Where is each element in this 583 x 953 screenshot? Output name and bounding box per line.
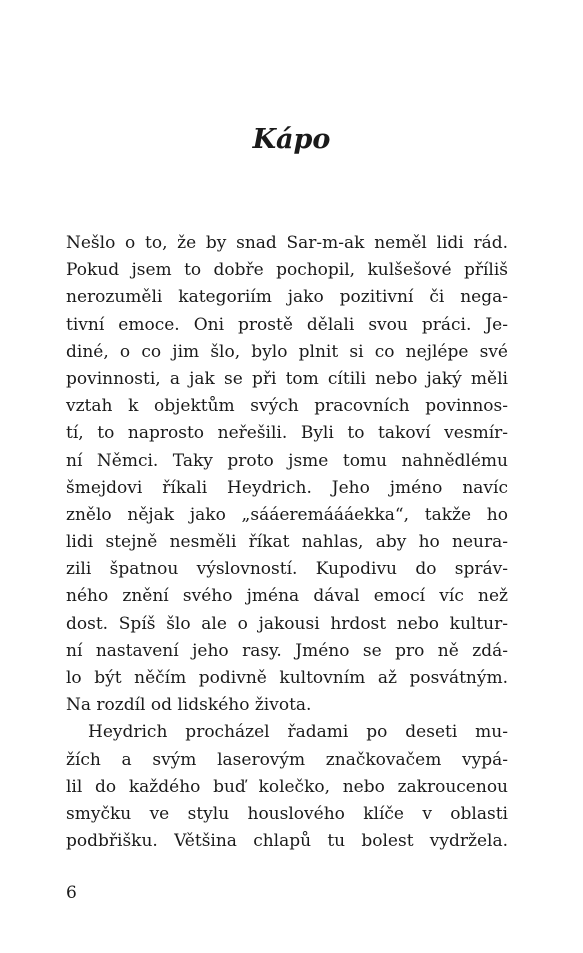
text-line: smyčku ve stylu houslového klíče v oblasti	[66, 803, 508, 824]
text-line: tivní emoce. Oni prostě dělali svou práci. Je-	[66, 314, 508, 335]
body-text	[66, 230, 508, 855]
text-line: lil do každého buď kolečko, nebo zakroucenou	[66, 776, 508, 797]
text-line: lo být něčím podivně kultovním až posvátným.	[66, 668, 508, 688]
text-line: ní nastavení jeho rasy. Jméno se pro ně zdá-	[66, 640, 508, 661]
text-line: zili špatnou výslovností. Kupodivu do správ-	[66, 559, 508, 580]
page-number: 6	[66, 883, 77, 903]
text-line: Pokud jsem to dobře pochopil, kulšešové příliš	[66, 260, 508, 281]
text-line: žích a svým laserovým značkovačem vypá-	[66, 749, 508, 770]
text-line: šmejdovi říkali Heydrich. Jeho jméno navíc	[66, 477, 508, 498]
chapter-title: Kápo	[252, 124, 331, 155]
text-line: ní Němci. Taky proto jsme tomu nahnědlému	[66, 450, 508, 471]
text-line: vztah k objektům svých pracovních povinnos-	[66, 396, 508, 417]
text-line: diné, o co jim šlo, bylo plnit si co nejlépe své	[66, 341, 508, 362]
text-line: lidi stejně nesměli říkat nahlas, aby ho neura-	[66, 532, 508, 553]
text-line: Na rozdíl od lidského života.	[66, 695, 312, 716]
text-line: tí, to naprosto neřešili. Byli to takoví vesmír-	[66, 423, 508, 444]
text-line: znělo nějak jako „sááeremáááekka“, takže ho	[66, 504, 508, 525]
text-line: Heydrich procházel řadami po deseti mu-	[88, 722, 508, 743]
text-line: ného znění svého jména dával emocí víc než	[66, 586, 508, 607]
text-line: podbřišku. Většina chlapů tu bolest vydržela.	[66, 831, 508, 852]
text-line: dost. Spíš šlo ale o jakousi hrdost nebo kultur-	[66, 613, 508, 634]
text-line: nerozuměli kategoriím jako pozitivní či nega-	[66, 287, 508, 308]
text-line: Nešlo o to, že by snad Sar-m-ak neměl lidi rád.	[66, 233, 508, 253]
text-line: povinnosti, a jak se při tom cítili nebo jaký měli	[66, 368, 508, 389]
